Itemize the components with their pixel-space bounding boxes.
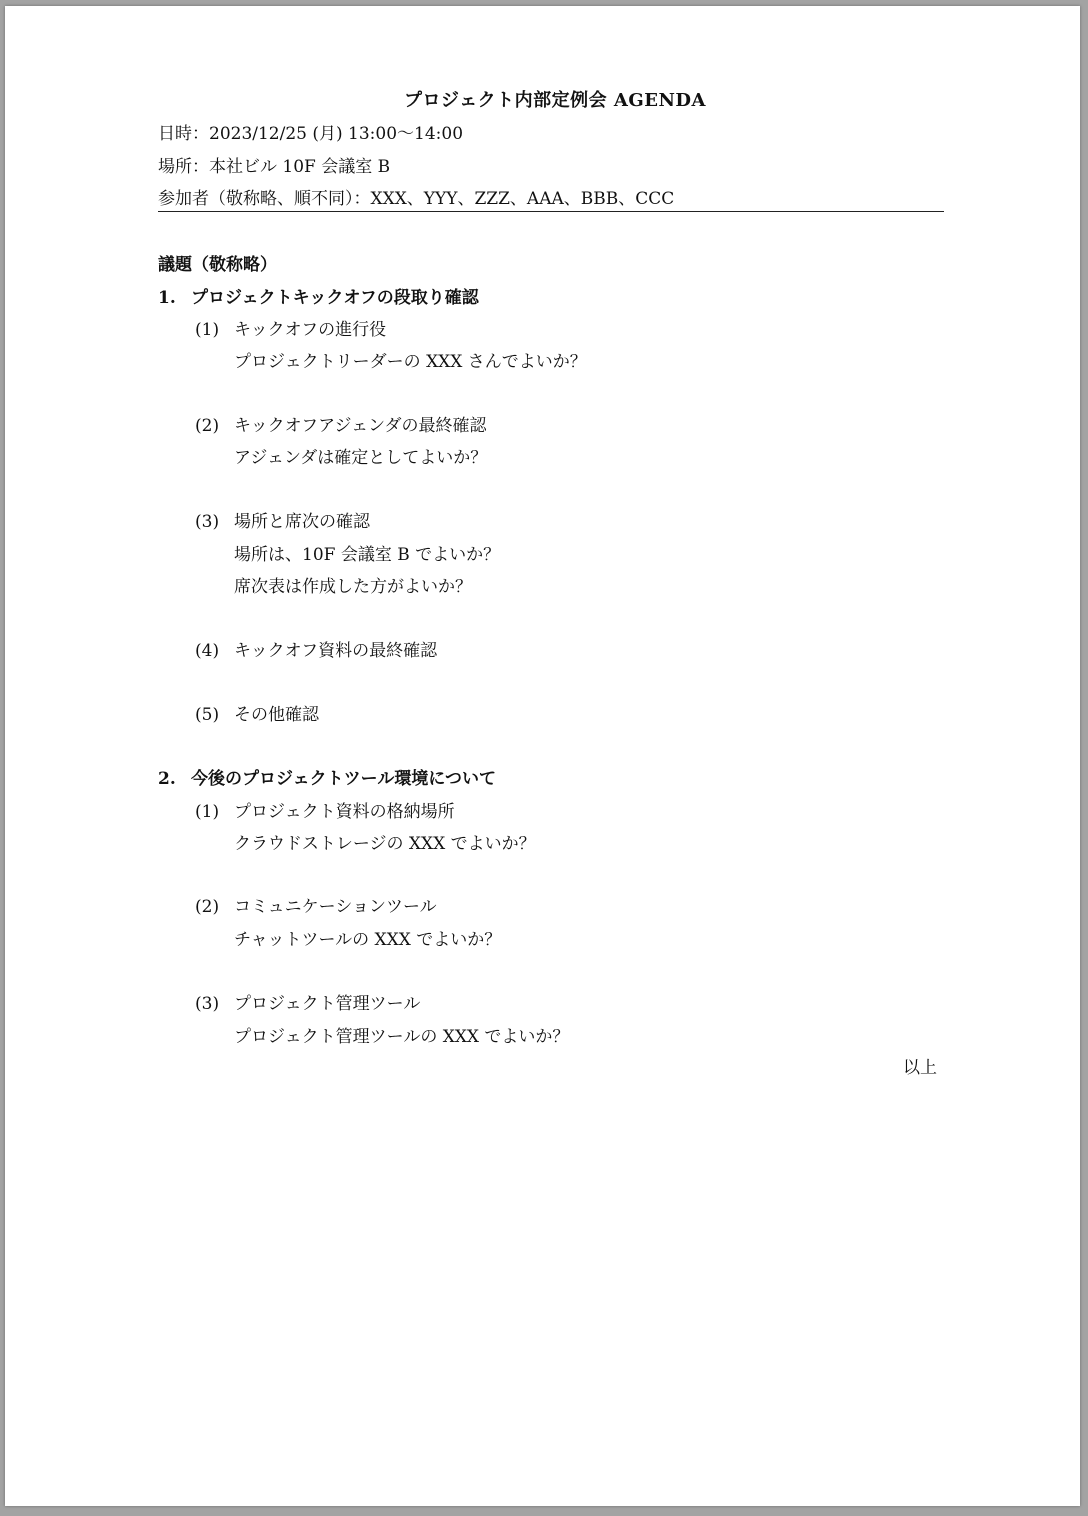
agenda-item-1-4	[195, 636, 437, 661]
item-title: 場所と席次の確認	[234, 512, 370, 532]
agenda-item-2-1	[195, 797, 455, 822]
document-title: プロジェクト内部定例会 AGENDA	[404, 90, 706, 111]
agenda-item-note: 場所は、10F 会議室 B でよいか？	[234, 545, 501, 565]
item-number: (2)	[195, 416, 220, 436]
agenda-section-2	[158, 764, 496, 789]
item-number: (3)	[195, 512, 220, 532]
meeting-datetime: 日時：2023/12/25 (月) 13:00～14:00	[158, 124, 464, 144]
item-title: キックオフの進行役	[234, 320, 387, 340]
agenda-item-note: プロジェクト管理ツールの XXX でよいか？	[234, 1027, 570, 1047]
header-divider	[158, 211, 944, 212]
item-title: コミュニケーションツール	[234, 897, 437, 917]
meeting-location: 場所：本社ビル 10F 会議室 B	[158, 157, 391, 177]
agenda-item-1-2	[195, 411, 486, 436]
agenda-item-note: クラウドストレージの XXX でよいか？	[234, 834, 536, 854]
item-title: その他確認	[234, 705, 319, 725]
section-title: プロジェクトキックオフの段取り確認	[191, 288, 479, 308]
agenda-item-note: チャットツールの XXX でよいか？	[234, 930, 502, 950]
agenda-item-note: 席次表は作成した方がよいか？	[234, 577, 472, 597]
item-title: キックオフ資料の最終確認	[234, 641, 438, 661]
item-number: (3)	[195, 994, 220, 1014]
item-title: プロジェクト資料の格納場所	[234, 802, 455, 822]
section-number: 1.	[158, 288, 176, 308]
item-title: キックオフアジェンダの最終確認	[234, 416, 487, 436]
agenda-item-1-5	[195, 700, 319, 725]
item-number: (2)	[195, 897, 220, 917]
agenda-heading: 議題（敬称略）	[158, 255, 277, 275]
meeting-attendees: 参加者（敬称略、順不同）：XXX、YYY、ZZZ、AAA、BBB、CCC	[158, 189, 675, 209]
document-page	[5, 6, 1080, 1506]
item-number: (5)	[195, 705, 220, 725]
agenda-item-1-3	[195, 507, 370, 532]
agenda-item-2-3	[195, 989, 420, 1014]
item-number: (4)	[195, 641, 220, 661]
agenda-section-1	[158, 283, 479, 308]
item-title: プロジェクト管理ツール	[234, 994, 421, 1014]
item-number: (1)	[195, 320, 220, 340]
item-number: (1)	[195, 802, 220, 822]
agenda-item-note: プロジェクトリーダーの XXX さんでよいか？	[234, 352, 587, 372]
agenda-item-2-2	[195, 892, 437, 917]
section-number: 2.	[158, 769, 176, 789]
agenda-item-note: アジェンダは確定としてよいか？	[234, 448, 488, 468]
agenda-item-1-1	[195, 315, 386, 340]
section-title: 今後のプロジェクトツール環境について	[191, 769, 496, 789]
closing-remark: 以上	[903, 1058, 937, 1078]
